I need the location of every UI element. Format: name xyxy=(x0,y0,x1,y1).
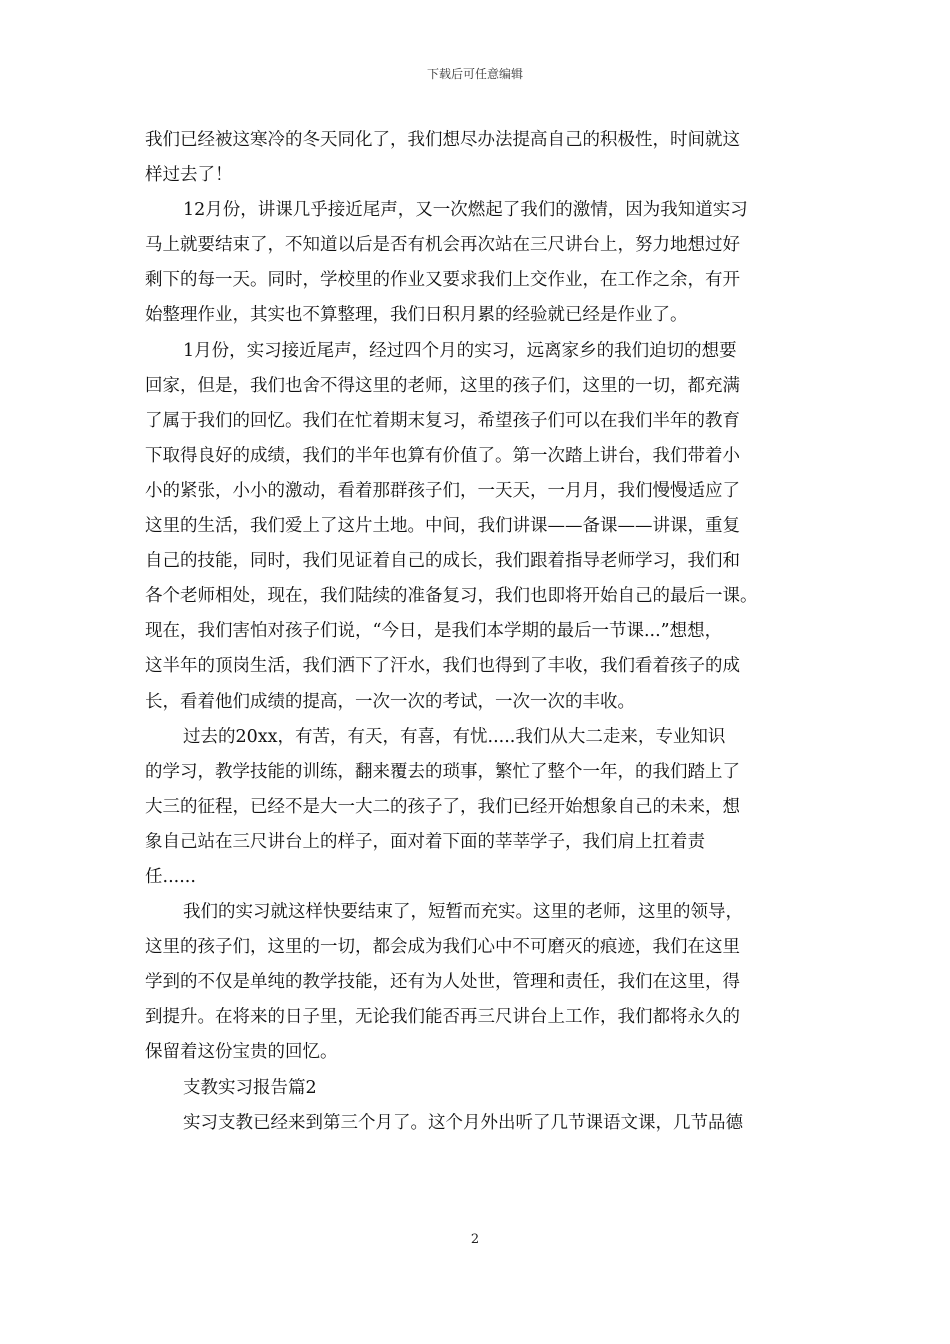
text-line: 长，看着他们成绩的提高，一次一次的考试，一次一次的丰收。 xyxy=(145,691,635,712)
text-line: 马上就要结束了，不知道以后是否有机会再次站在三尺讲台上，努力地想过好 xyxy=(145,235,740,256)
text-line: 小的紧张，小小的激动，看着那群孩子们，一天天，一月月，我们慢慢适应了 xyxy=(145,480,740,501)
text-line: 的学习，教学技能的训练，翻来覆去的琐事，繁忙了整个一年，的我们踏上了 xyxy=(145,761,740,782)
text-line: 样过去了！ xyxy=(145,165,233,186)
paragraph-start-line: 实习支教已经来到第三个月了。这个月外出听了几节课语文课，几节品德 xyxy=(183,1112,743,1133)
text-line: 了属于我们的回忆。我们在忙着期末复习，希望孩子们可以在我们半年的教育 xyxy=(145,410,740,431)
text-line: 回家，但是，我们也舍不得这里的老师，这里的孩子们，这里的一切，都充满 xyxy=(145,375,740,396)
text-line: 各个老师相处，现在，我们陆续的准备复习，我们也即将开始自己的最后一课。 xyxy=(145,586,758,607)
section-heading: 支教实习报告篇2 xyxy=(183,1077,317,1098)
text-line: 保留着这份宝贵的回忆。 xyxy=(145,1042,338,1063)
paragraph-start-line: 1月份，实习接近尾声，经过四个月的实习，远离家乡的我们迫切的想要 xyxy=(183,340,737,361)
text-line: 自己的技能，同时，我们见证着自己的成长，我们跟着指导老师学习，我们和 xyxy=(145,551,740,572)
text-line: 这里的生活，我们爱上了这片土地。中间，我们讲课——备课——讲课，重复 xyxy=(145,516,740,537)
paragraph-start-line: 12月份，讲课几乎接近尾声，又一次燃起了我们的激情，因为我知道实习 xyxy=(183,200,748,221)
text-line: 任...... xyxy=(145,866,196,887)
page-number: 2 xyxy=(470,1232,480,1247)
text-line: 下取得良好的成绩，我们的半年也算有价值了。第一次踏上讲台，我们带着小 xyxy=(145,445,740,466)
text-line: 这半年的顶岗生活，我们洒下了汗水，我们也得到了丰收，我们看着孩子的成 xyxy=(145,656,740,677)
text-line: 学到的不仅是单纯的教学技能，还有为人处世，管理和责任，我们在这里，得 xyxy=(145,972,740,993)
text-line: 现在，我们害怕对孩子们说，“今日，是我们本学期的最后一节课...”想想， xyxy=(145,621,723,642)
text-line: 这里的孩子们，这里的一切，都会成为我们心中不可磨灭的痕迹，我们在这里 xyxy=(145,937,740,958)
text-line: 到提升。在将来的日子里，无论我们能否再三尺讲台上工作，我们都将永久的 xyxy=(145,1007,740,1028)
paragraph-start-line: 过去的20xx，有苦，有天，有喜，有忧.....我们从大二走来，专业知识 xyxy=(183,726,726,747)
text-line: 剩下的每一天。同时，学校里的作业又要求我们上交作业，在工作之余，有开 xyxy=(145,270,740,291)
text-line: 我们已经被这寒冷的冬天同化了，我们想尽办法提高自己的积极性，时间就这 xyxy=(145,130,740,150)
paragraph-start-line: 我们的实习就这样快要结束了，短暂而充实。这里的老师，这里的领导， xyxy=(183,902,743,923)
text-line: 大三的征程，已经不是大一大二的孩子了，我们已经开始想象自己的未来，想 xyxy=(145,796,740,817)
text-line: 始整理作业，其实也不算整理，我们日积月累的经验就已经是作业了。 xyxy=(145,305,688,326)
text-line: 象自己站在三尺讲台上的样子，面对着下面的莘莘学子，我们肩上扛着责 xyxy=(145,831,705,852)
document-body xyxy=(145,123,805,1141)
page-header: 下载后可任意编辑 xyxy=(426,67,523,81)
